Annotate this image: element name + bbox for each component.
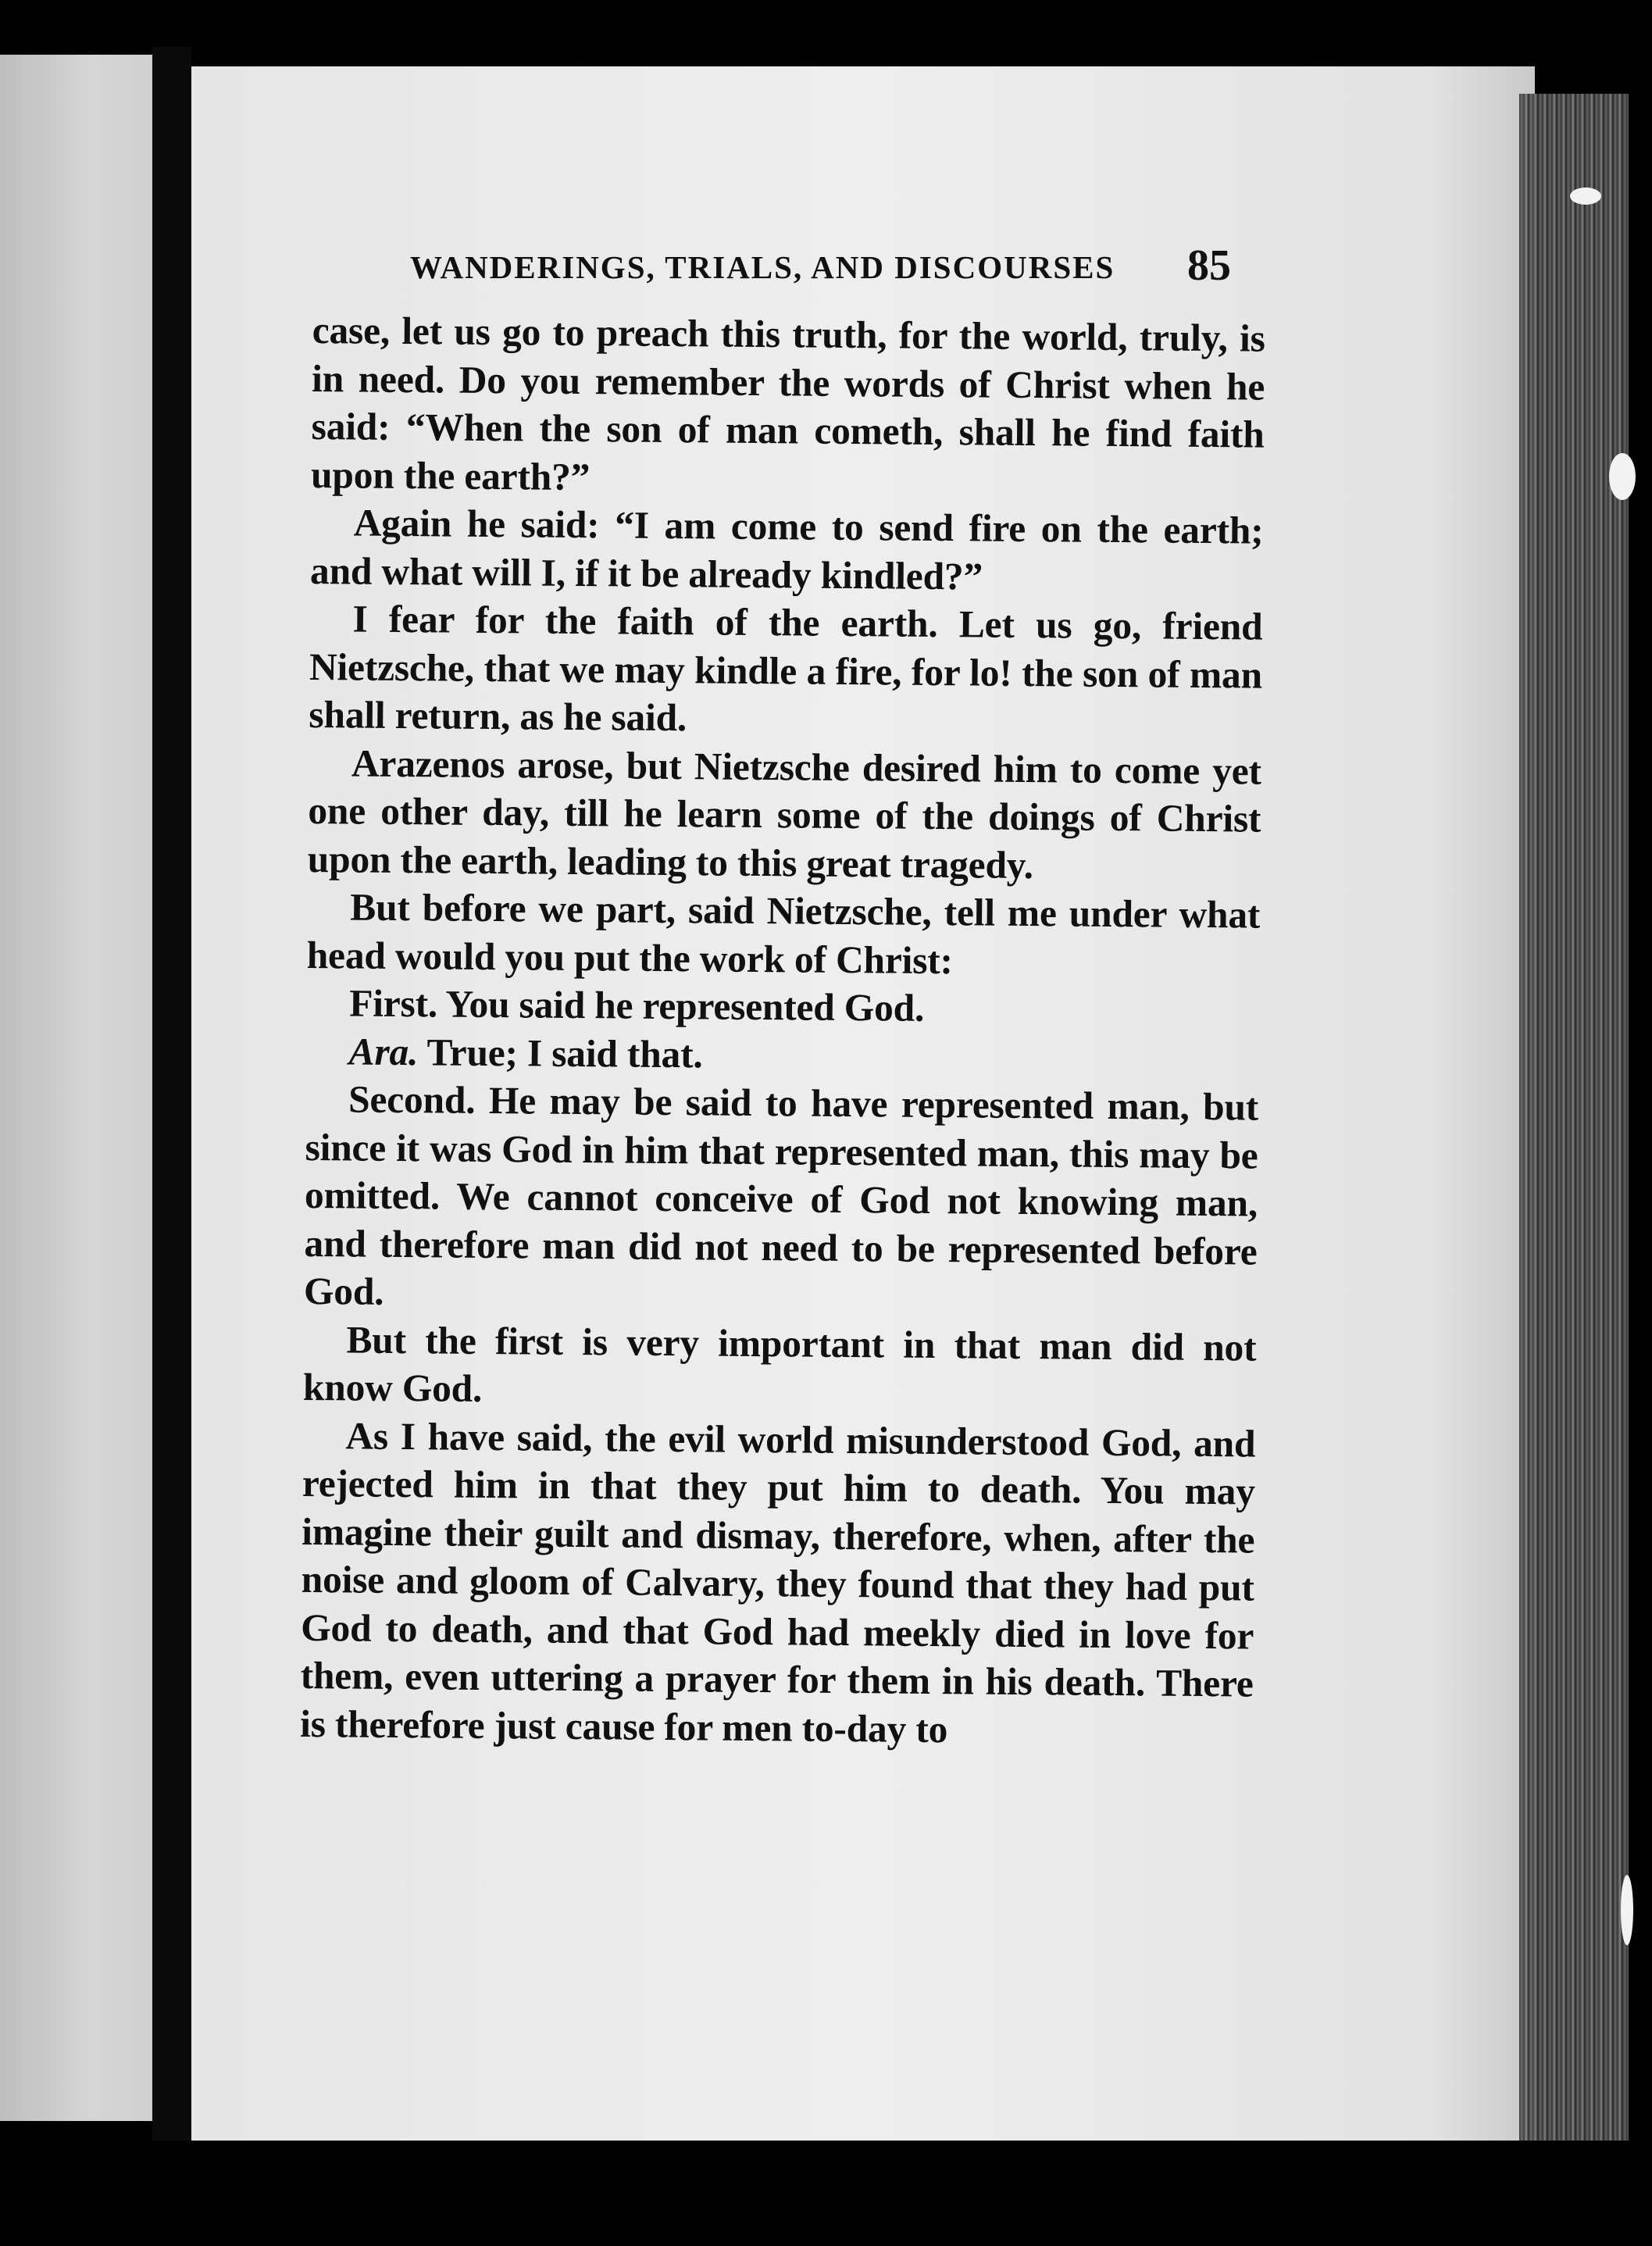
paragraph-text: As I have said, the evil world misunderstood God, and rejected him in that they put him to death. You may imagine their guilt and dismay, therefore, when, after the noise and gloom of Calvary, they found that they had put God to death, and that God had meekly died in love for them, even uttering a prayer for them in his death. There is therefore just cause for men to-day to (299, 1413, 1256, 1751)
running-head: WANDERINGS, TRIALS, AND DISCOURSES (410, 249, 1115, 285)
paragraph-text: True; I said that. (418, 1030, 703, 1076)
paragraph (300, 1411, 1256, 1755)
page-number: 85 (1187, 241, 1231, 290)
paragraph-text: I fear for the faith of the earth. Let us go, friend Nietzsche, that we may kindle a fire, for lo! the son of man shall return, as he said. (309, 597, 1263, 740)
paragraph (306, 979, 1259, 1035)
paragraph-text: But the first is very important in that man did not know God. (302, 1317, 1257, 1410)
paragraph (308, 738, 1262, 891)
paragraph-text: First. You said he represented God. (348, 981, 925, 1030)
paragraph (309, 595, 1263, 747)
paragraph-text: But before we part, said Nietzsche, tell me under what head would you put the work of Christ: (306, 885, 1261, 982)
paragraph-text: Arazenos arose, but Nietzsche desired him to come yet one other day, till he learn some of the doings of Christ upon the earth, leading to this great tragedy. (307, 741, 1262, 887)
paragraph-text: case, let us go to preach this truth, for the world, truly, is in need. Do you remember the words of Christ when he said: “When the son of man cometh, shall he find faith upon the earth?” (310, 308, 1265, 498)
scan-speck (1609, 453, 1636, 500)
body-text (300, 306, 1265, 1756)
paragraph (305, 1027, 1258, 1083)
page-fore-edge (1519, 94, 1629, 2141)
book-gutter (152, 47, 191, 2141)
paragraph (304, 1075, 1259, 1323)
paragraph (310, 498, 1264, 603)
paragraph-text: Again he said: “I am come to send fire on the earth; and what will I, if it be already kindled?” (309, 501, 1264, 598)
bottom-shadow (0, 2141, 1652, 2246)
scan-speck (1570, 187, 1601, 205)
paragraph-text: Second. He may be said to have represented man, but since it was God in him that represented man, this may be omitted. We cannot conceive of God not knowing man, and therefore man did not need to be represented before God. (303, 1077, 1259, 1313)
paragraph (306, 883, 1260, 987)
left-page-edge (0, 55, 152, 2121)
paragraph (311, 306, 1265, 507)
speaker-label: Ara. (348, 1029, 419, 1073)
scan-speck (1621, 1875, 1633, 1945)
paragraph (303, 1315, 1257, 1419)
